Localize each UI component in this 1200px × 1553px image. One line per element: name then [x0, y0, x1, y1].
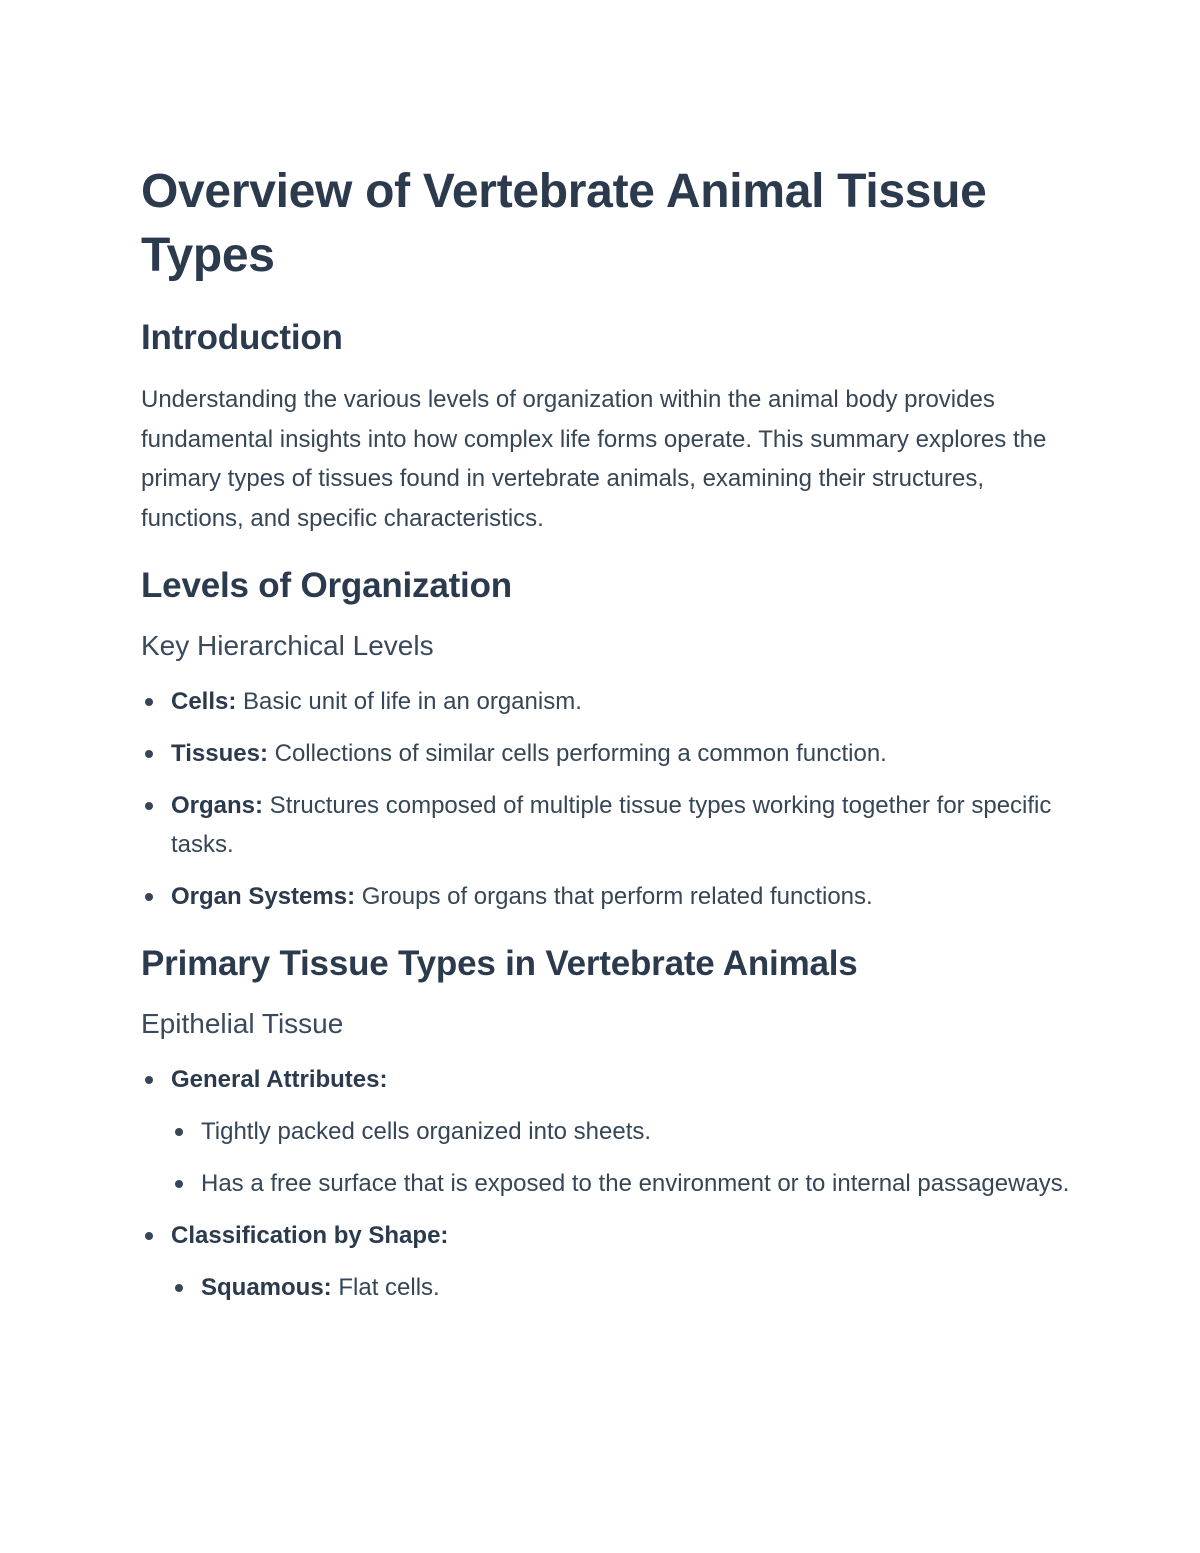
- list-item-term: Tissues:: [171, 740, 268, 767]
- list-item-term: Organs:: [171, 792, 264, 819]
- section-heading-primary-tissues: Primary Tissue Types in Vertebrate Animals: [141, 944, 858, 983]
- list-item: Has a free surface that is exposed to the environment or to internal passageways.: [171, 1164, 1071, 1203]
- general-attributes-list: [171, 1112, 1071, 1203]
- list-item-term: Classification by Shape:: [171, 1222, 449, 1249]
- section-heading-introduction: Introduction: [141, 318, 343, 357]
- page-title: Overview of Vertebrate Animal Tissue Types: [141, 165, 987, 282]
- epithelial-list: [141, 1060, 1071, 1307]
- document-page: [141, 160, 1071, 1333]
- list-item: [141, 734, 1071, 773]
- list-item: [171, 1268, 1071, 1307]
- list-item-term: General Attributes:: [171, 1066, 388, 1093]
- list-item-text: Basic unit of life in an organism.: [236, 688, 582, 715]
- list-item-text: Groups of organs that perform related functions.: [355, 883, 873, 910]
- shape-list: [171, 1268, 1071, 1307]
- intro-paragraph: Understanding the various levels of organization within the animal body provides fundamental insights into how complex life forms operate. This summary explores the primary types of tissues found in vertebrate animals, examining their structures, functions, and specific characteristics.: [141, 386, 1047, 532]
- list-item-term: Cells:: [171, 688, 237, 715]
- list-item-text: Collections of similar cells performing a common function.: [267, 740, 887, 767]
- subheading-epithelial: Epithelial Tissue: [141, 1008, 344, 1039]
- list-item: [141, 786, 1071, 864]
- subheading-key-levels: Key Hierarchical Levels: [141, 630, 434, 661]
- section-heading-levels: Levels of Organization: [141, 566, 512, 605]
- list-item: Tightly packed cells organized into sheets.: [171, 1112, 1071, 1151]
- levels-list: [141, 682, 1071, 916]
- list-item-term: Squamous:: [201, 1274, 332, 1301]
- list-item-text: Structures composed of multiple tissue types working together for specific tasks.: [171, 792, 1052, 858]
- list-item-text: Flat cells.: [331, 1274, 440, 1301]
- list-item: [141, 682, 1071, 721]
- list-item: [141, 1216, 1071, 1307]
- list-item-term: Organ Systems:: [171, 883, 356, 910]
- list-item: [141, 1060, 1071, 1203]
- list-item: [141, 877, 1071, 916]
